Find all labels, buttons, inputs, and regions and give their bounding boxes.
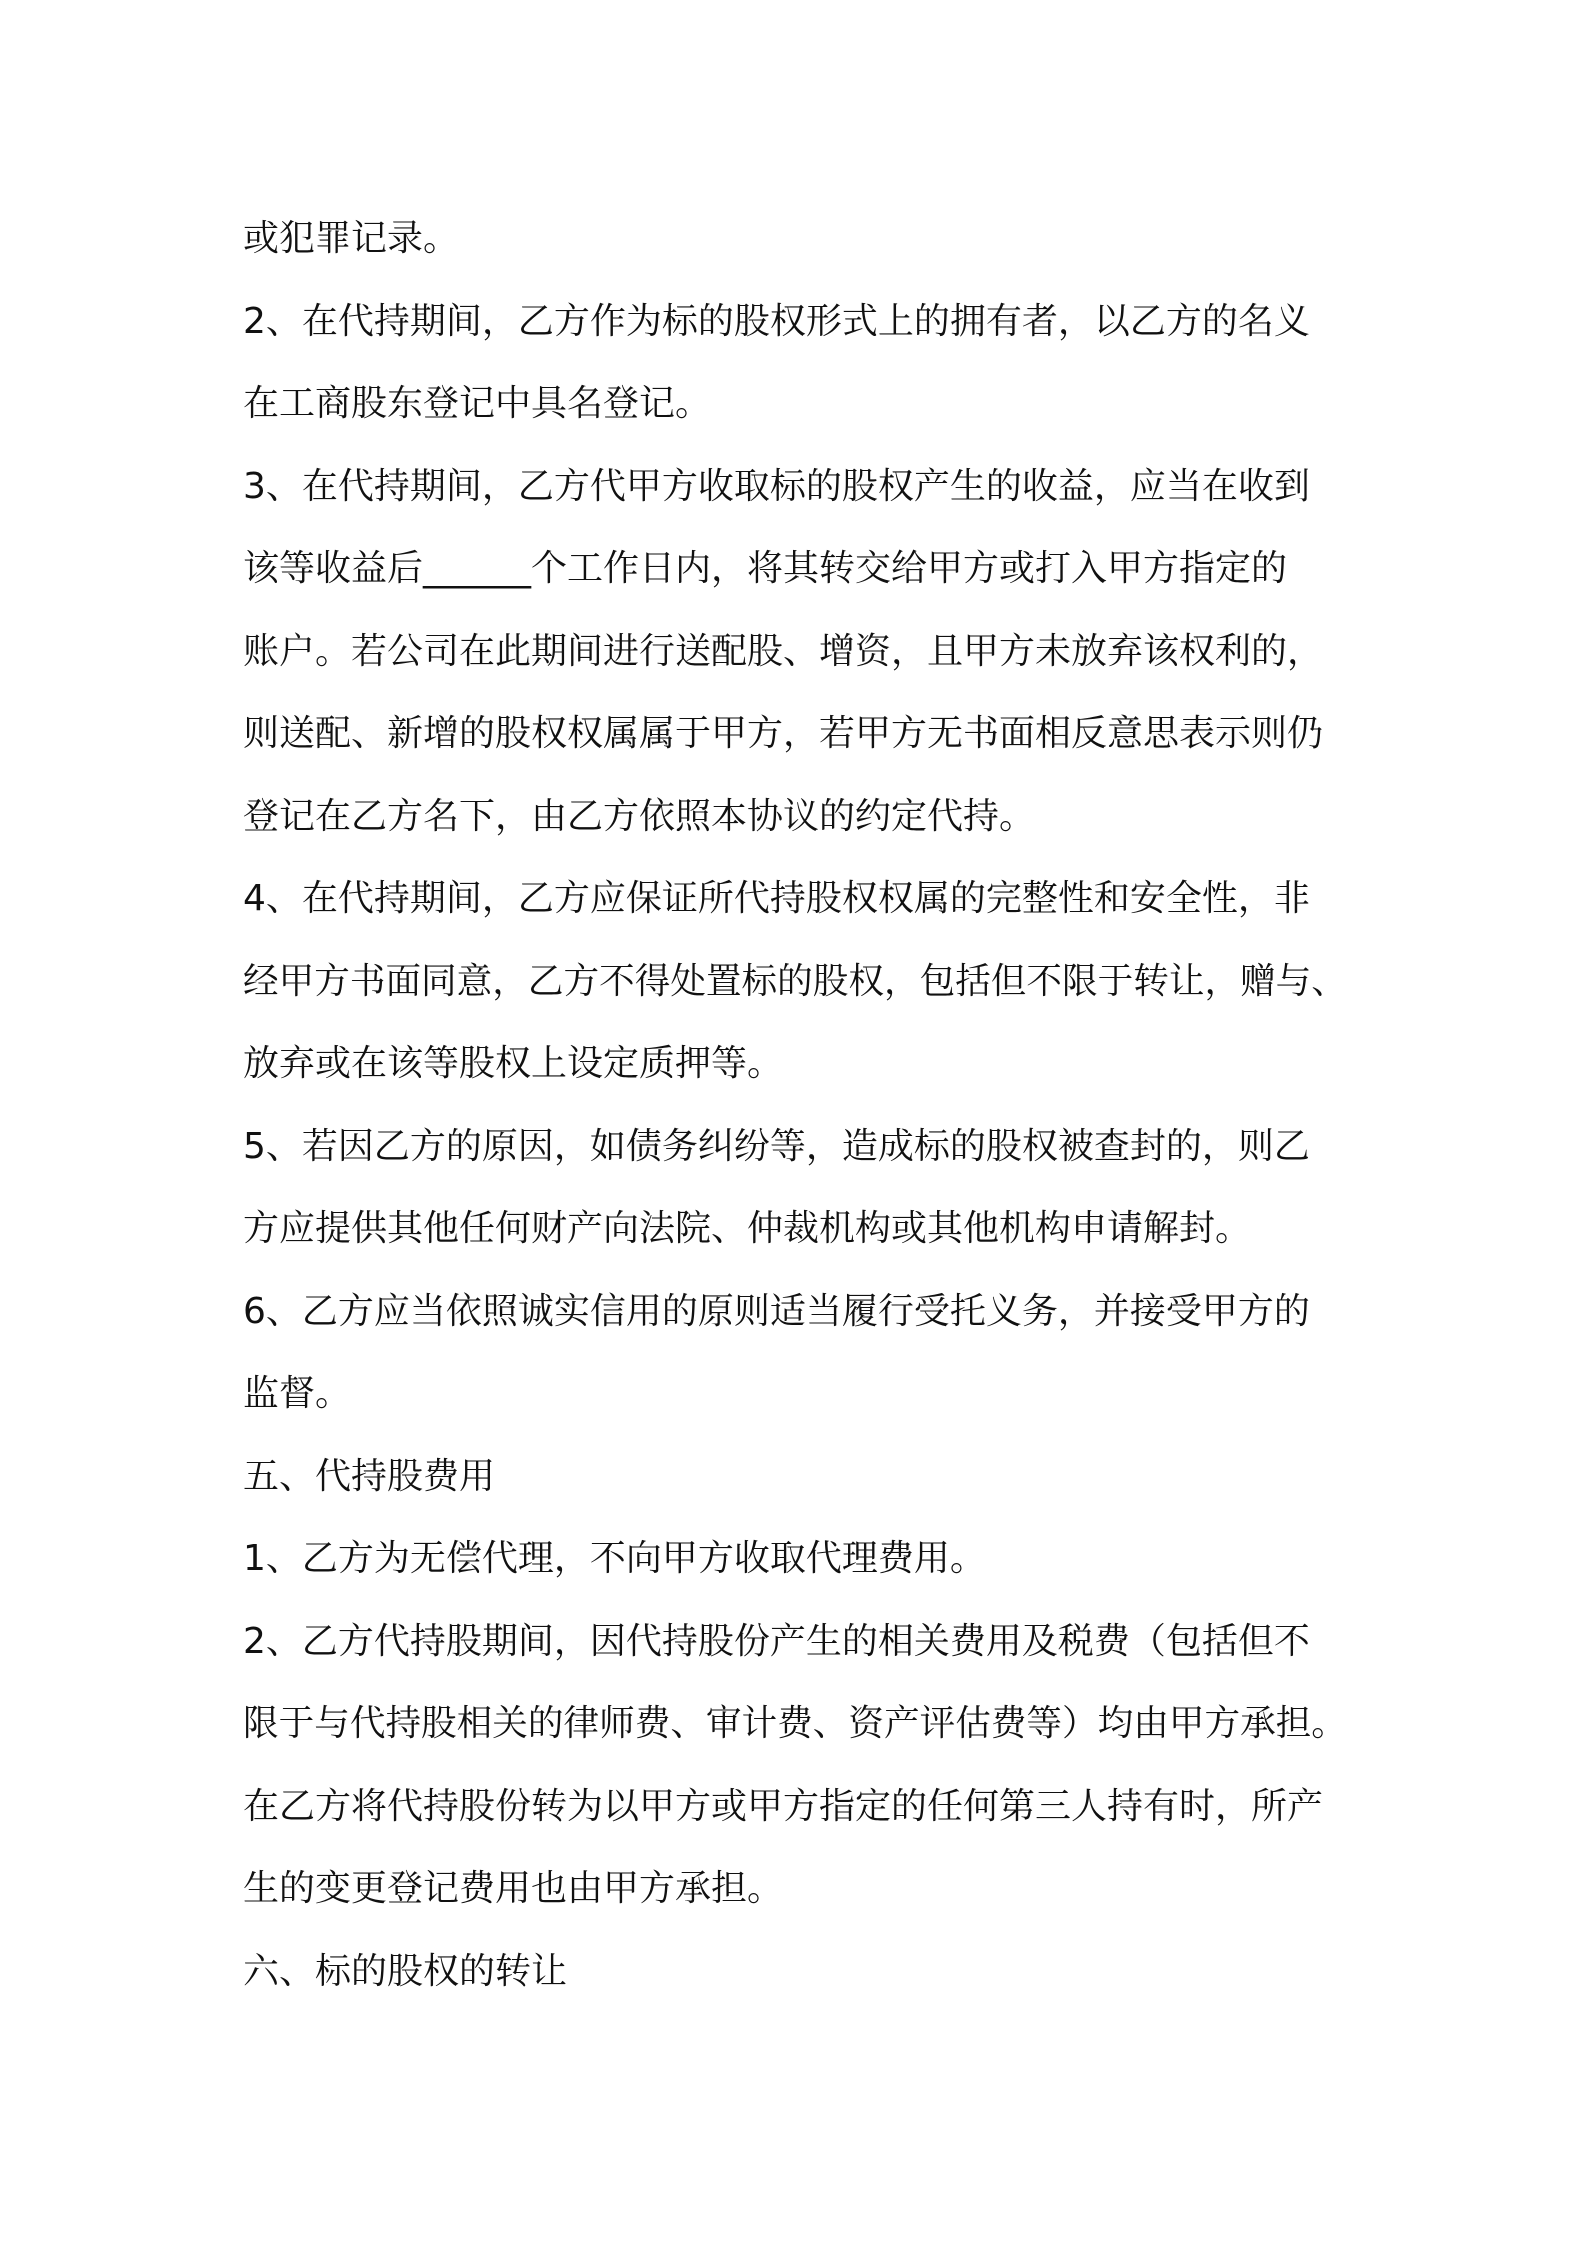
text-line: 生的变更登记费用也由甲方承担。 [243,1868,784,1909]
text-line: 则送配、新增的股权权属属于甲方，若甲方无书面相反意思表示则仍 [243,713,1324,754]
text-line: 账户。若公司在此期间进行送配股、增资，且甲方未放弃该权利的， [243,630,1324,672]
section-heading: 六、标的股权的转让 [243,1950,568,1992]
text-line: 登记在乙方名下，由乙方依照本协议的约定代持。 [243,795,1036,837]
text-line: 3、在代持期间，乙方代甲方收取标的股权产生的收益，应当在收到 [243,465,1310,507]
text-line: 2、乙方代持股期间，因代持股份产生的相关费用及税费（包括但不 [243,1620,1310,1662]
text-line: 放弃或在该等股权上设定质押等。 [243,1043,784,1084]
text-line: 限于与代持股相关的律师费、审计费、资产评估费等）均由甲方承担。 [243,1703,1347,1744]
text-line: 在乙方将代持股份转为以甲方或甲方指定的任何第三人持有时，所产 [243,1785,1324,1827]
text-line: 在工商股东登记中具名登记。 [243,383,712,424]
text-line: 6、乙方应当依照诚实信用的原则适当履行受托义务，并接受甲方的 [243,1290,1310,1332]
section-heading: 五、代持股费用 [243,1455,496,1497]
text-line: 5、若因乙方的原因，如债务纠纷等，造成标的股权被查封的，则乙 [243,1125,1310,1167]
text-line: 2、在代持期间，乙方作为标的股权形式上的拥有者，以乙方的名义 [243,300,1310,342]
text-line: 经甲方书面同意，乙方不得处置标的股权，包括但不限于转让，赠与、 [243,960,1347,1002]
text-line: 监督。 [243,1373,352,1414]
text-line: 方应提供其他任何财产向法院、仲裁机构或其他机构申请解封。 [243,1208,1252,1249]
text-line: 该等收益后______个工作日内，将其转交给甲方或打入甲方指定的 [243,548,1288,589]
text-line: 4、在代持期间，乙方应保证所代持股权权属的完整性和安全性，非 [243,878,1310,919]
text-line: 1、乙方为无偿代理，不向甲方收取代理费用。 [243,1538,986,1579]
document-body [243,198,1353,2013]
text-line: 或犯罪记录。 [243,218,460,259]
